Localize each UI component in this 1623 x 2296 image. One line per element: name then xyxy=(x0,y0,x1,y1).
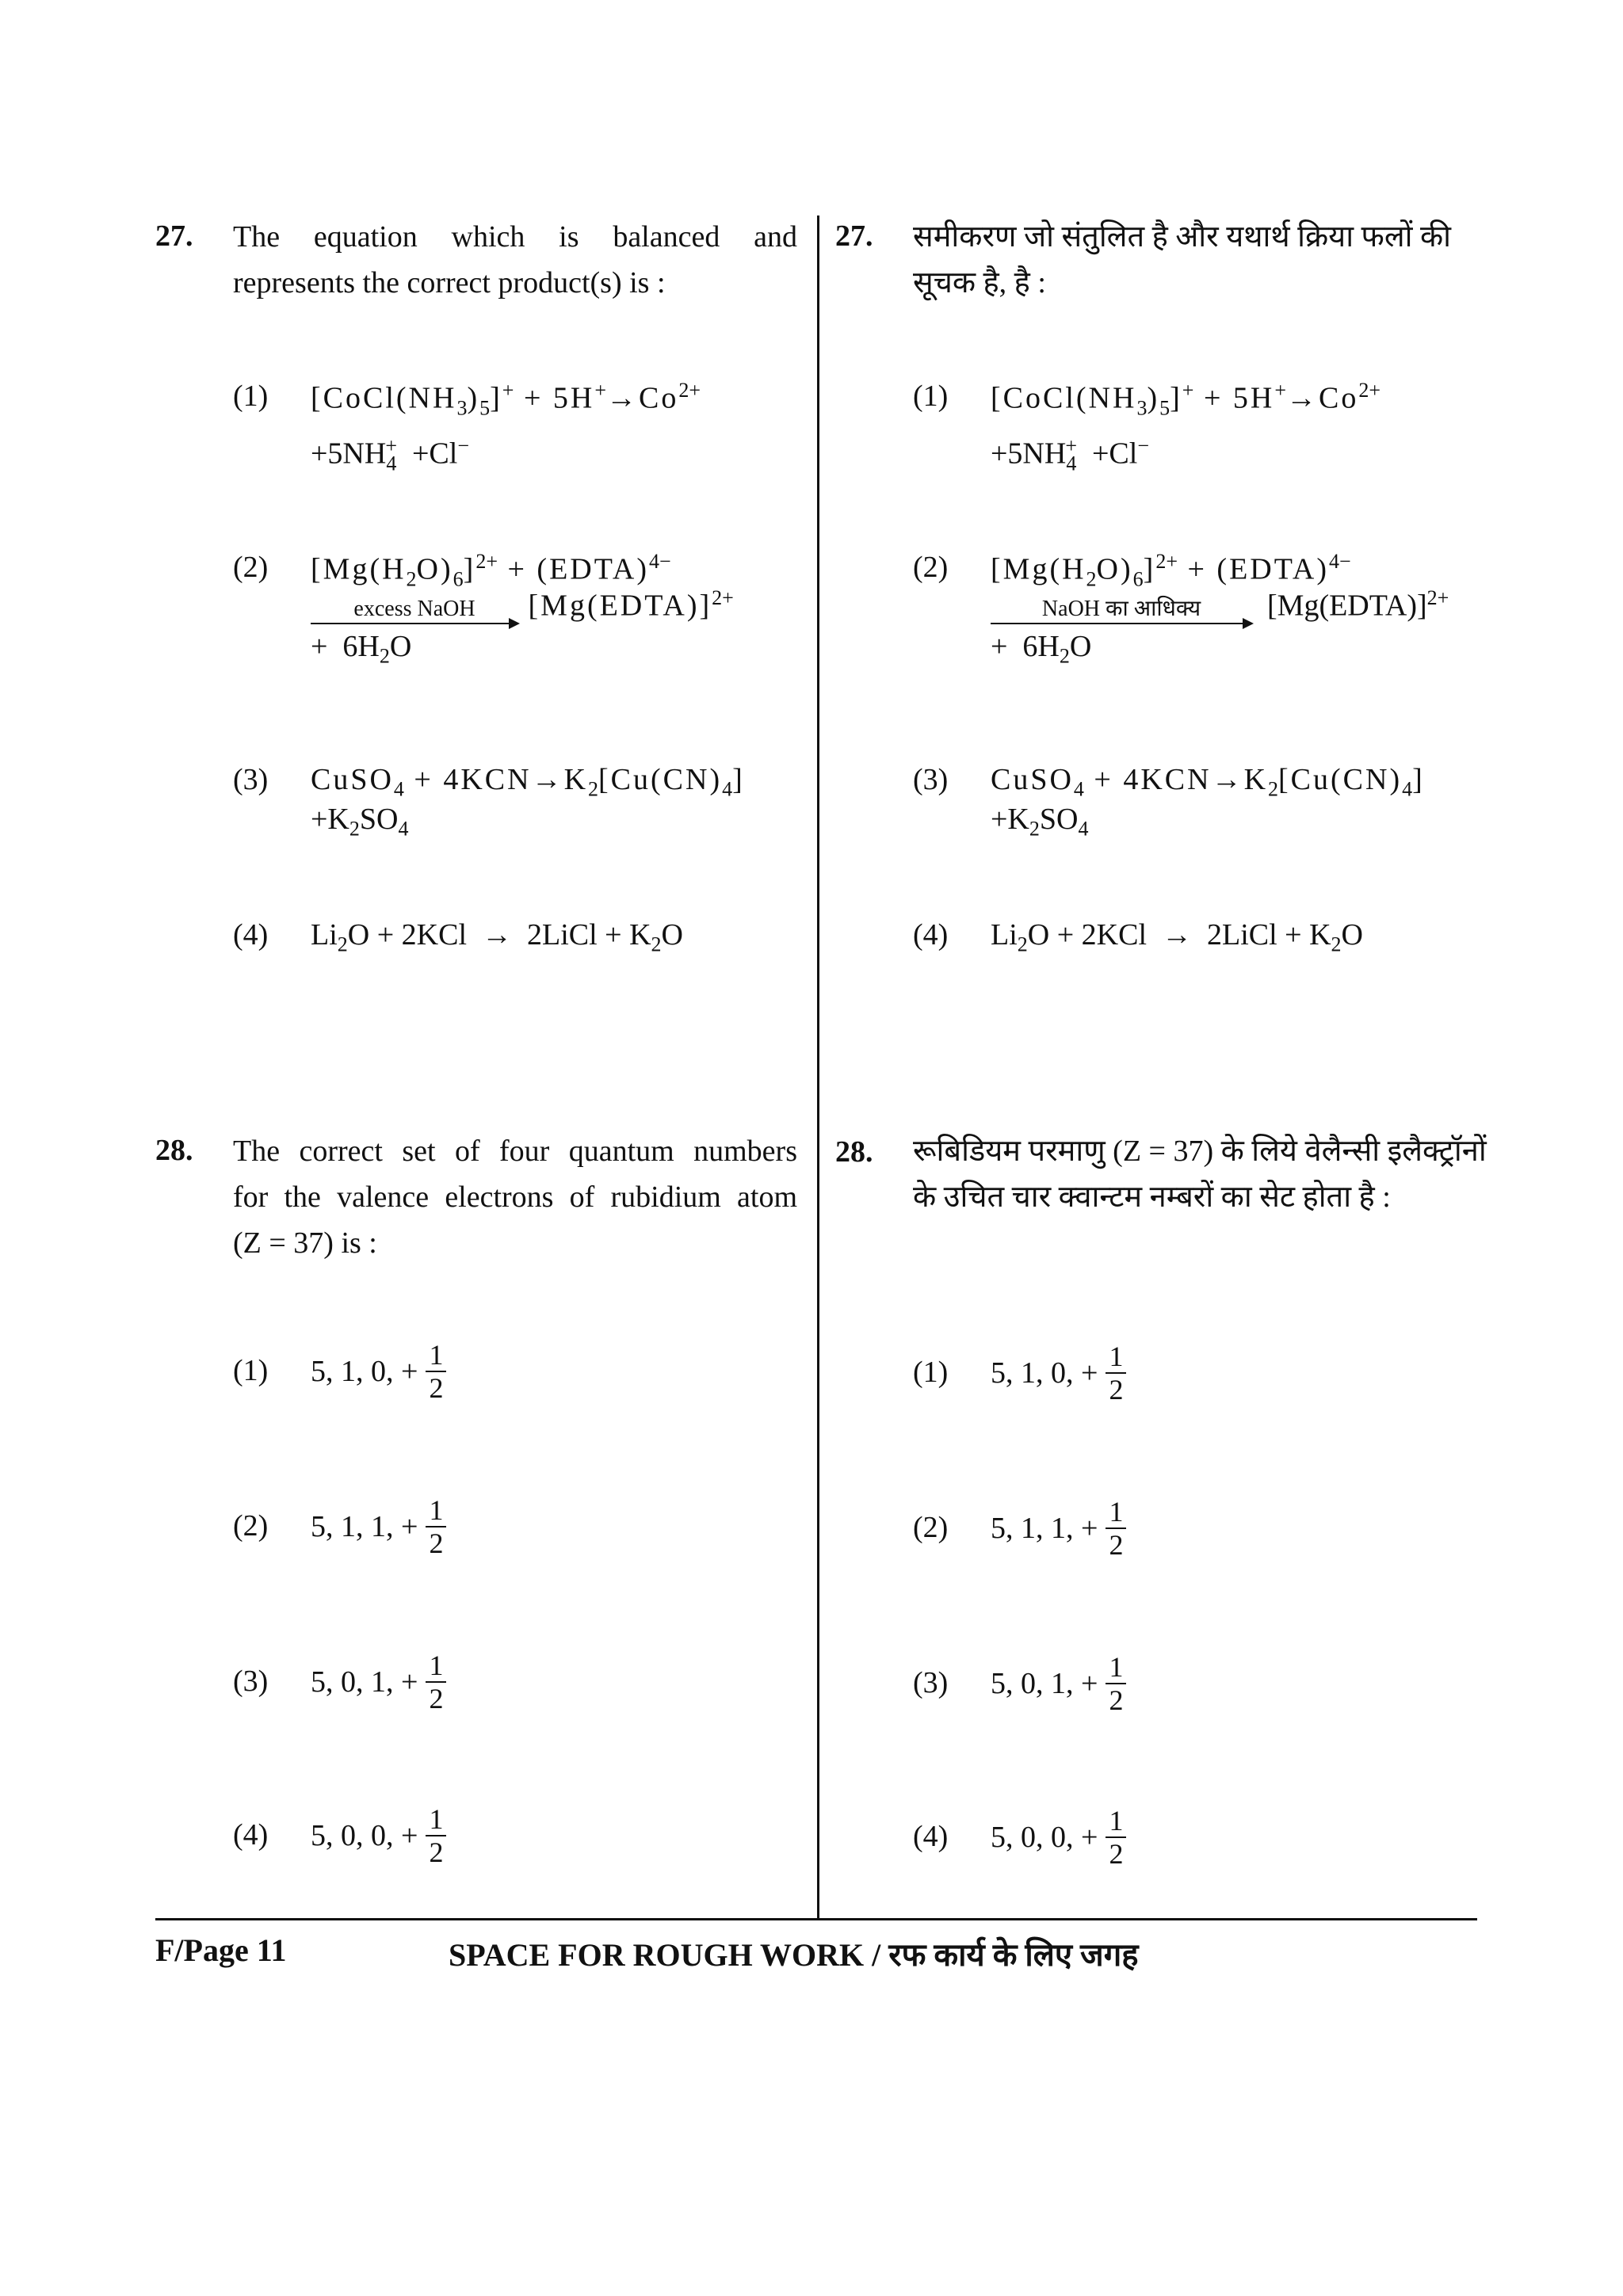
q27-question-hi-line2: सूचक है, है : xyxy=(913,266,1046,299)
q28-option-2-en[interactable] xyxy=(233,1494,788,1573)
option-value: 5, 0, 1, + $\frac{1}{2}$ xyxy=(991,1651,1126,1716)
q28-option-3-en[interactable] xyxy=(233,1650,788,1729)
option-formula: $[CoCl(NH_3)_5]^+ + 5H^+\to Co^{2+}$ $+5NH_4^+ +Cl^-$ xyxy=(311,379,701,475)
option-formula: $[Mg(H_2O)_6]^{2+}$ + (EDTA)$^{4-}$ excess NaOH [Mg(EDTA)]$^{2+}$ + $6H_2O$ xyxy=(311,550,734,668)
option-formula: $[CoCl(NH_3)_5]^+ + 5H^+\to Co^{2+}$ $+5NH_4^+ +Cl^-$ xyxy=(991,379,1381,475)
option-value: 5, 0, 0, + $\frac{1}{2}$ xyxy=(991,1805,1126,1870)
q27-option-1-en[interactable] xyxy=(233,379,804,475)
option-formula: $[Mg(H_2O)_6]^{2+}$ + (EDTA)$^{4-}$ NaOH का आधिक्य [Mg(EDTA)]$^{2+}$ + $6H_2O$ xyxy=(991,550,1449,668)
fraction: $\frac{1}{2}$ xyxy=(426,1494,446,1559)
option-formula: $Li_2O + 2KCl$ → 2LiCl + $K_2O$ xyxy=(991,918,1363,956)
fraction: $\frac{1}{2}$ xyxy=(1106,1651,1126,1716)
q27-option-3-hi[interactable] xyxy=(913,762,1477,849)
q28-question-hi-line2: के उचित चार क्वान्टम नम्बरों का सेट होता है : xyxy=(913,1180,1391,1214)
footer-rule xyxy=(155,1918,1477,1920)
option-label: (1) xyxy=(913,379,949,413)
option-label: (3) xyxy=(233,1665,269,1698)
reaction-arrow: NaOH का आधिक्य xyxy=(991,597,1252,624)
option-value: 5, 1, 0, + $\frac{1}{2}$ xyxy=(311,1339,446,1404)
q28-option-2-hi[interactable] xyxy=(913,1496,1468,1575)
fraction: $\frac{1}{2}$ xyxy=(426,1339,446,1404)
option-label: (1) xyxy=(233,379,269,413)
q27-option-4-hi[interactable] xyxy=(913,917,1477,965)
option-label: (4) xyxy=(233,1818,269,1852)
column-divider xyxy=(817,215,819,1919)
option-label: (3) xyxy=(913,763,949,796)
q27-question-en-line1: The equation which is balanced and xyxy=(233,220,797,254)
option-label: (1) xyxy=(233,1354,269,1387)
q28-option-1-en[interactable] xyxy=(233,1339,788,1418)
q28-option-4-en[interactable] xyxy=(233,1803,788,1882)
option-formula: CuSO$_4$ + $4KCN\to K_2[Cu(CN)_4]$ $+K_2SO_4$ xyxy=(991,763,1425,841)
q28-question-en-line2: for the valence electrons of rubidium atom xyxy=(233,1180,797,1214)
fraction: $\frac{1}{2}$ xyxy=(426,1803,446,1868)
fraction: $\frac{1}{2}$ xyxy=(1106,1496,1126,1561)
q27-question-en-line2: represents the correct product(s) is : xyxy=(233,266,666,299)
option-label: (2) xyxy=(913,1511,949,1544)
q27-option-2-hi[interactable] xyxy=(913,550,1477,708)
option-formula: $Li_2O + 2KCl$ → 2LiCl + $K_2O$ xyxy=(311,918,683,956)
rough-work-label: SPACE FOR ROUGH WORK / रफ कार्य के लिए जगह xyxy=(449,1937,1139,1973)
q27-option-2-en[interactable] xyxy=(233,550,804,708)
q28-number-hi: 28. xyxy=(835,1135,873,1169)
option-formula: CuSO$_4$ + $4KCN\to K_2[Cu(CN)_4]$ $+K_2SO_4$ xyxy=(311,763,745,841)
q27-number-hi: 27. xyxy=(835,219,873,253)
q27-option-1-hi[interactable] xyxy=(913,379,1477,475)
reaction-arrow: excess NaOH xyxy=(311,597,518,624)
fraction: $\frac{1}{2}$ xyxy=(1106,1805,1126,1870)
q28-number-en: 28. xyxy=(155,1134,193,1167)
option-label: (4) xyxy=(913,918,949,952)
option-label: (2) xyxy=(913,551,949,584)
q28-option-4-hi[interactable] xyxy=(913,1805,1468,1884)
option-value: 5, 1, 1, + $\frac{1}{2}$ xyxy=(991,1496,1126,1561)
q28-question-en-line3: (Z = 37) is : xyxy=(233,1226,377,1260)
option-label: (2) xyxy=(233,551,269,584)
q27-number-en: 27. xyxy=(155,219,193,253)
option-value: 5, 1, 1, + $\frac{1}{2}$ xyxy=(311,1494,446,1559)
q27-option-3-en[interactable] xyxy=(233,762,804,849)
option-label: (3) xyxy=(913,1666,949,1699)
fraction: $\frac{1}{2}$ xyxy=(1106,1341,1126,1405)
page-number: F/Page 11 xyxy=(155,1932,287,1968)
fraction: $\frac{1}{2}$ xyxy=(426,1650,446,1714)
option-value: 5, 1, 0, + $\frac{1}{2}$ xyxy=(991,1341,1126,1405)
q27-question-hi-line1: समीकरण जो संतुलित है और यथार्थ क्रिया फलों की xyxy=(913,220,1451,254)
option-value: 5, 0, 1, + $\frac{1}{2}$ xyxy=(311,1650,446,1714)
q27-option-4-en[interactable] xyxy=(233,917,804,965)
q28-option-1-hi[interactable] xyxy=(913,1341,1468,1420)
option-label: (3) xyxy=(233,763,269,796)
option-label: (4) xyxy=(913,1820,949,1853)
option-label: (1) xyxy=(913,1356,949,1389)
option-label: (2) xyxy=(233,1509,269,1543)
q28-question-en-line1: The correct set of four quantum numbers xyxy=(233,1135,797,1168)
option-value: 5, 0, 0, + $\frac{1}{2}$ xyxy=(311,1803,446,1868)
q28-question-hi-line1: रूबिडियम परमाणु (Z = 37) के लिये वेलैन्सी इलैक्ट्रॉनों xyxy=(913,1135,1487,1168)
q28-option-3-hi[interactable] xyxy=(913,1651,1468,1730)
option-label: (4) xyxy=(233,918,269,952)
